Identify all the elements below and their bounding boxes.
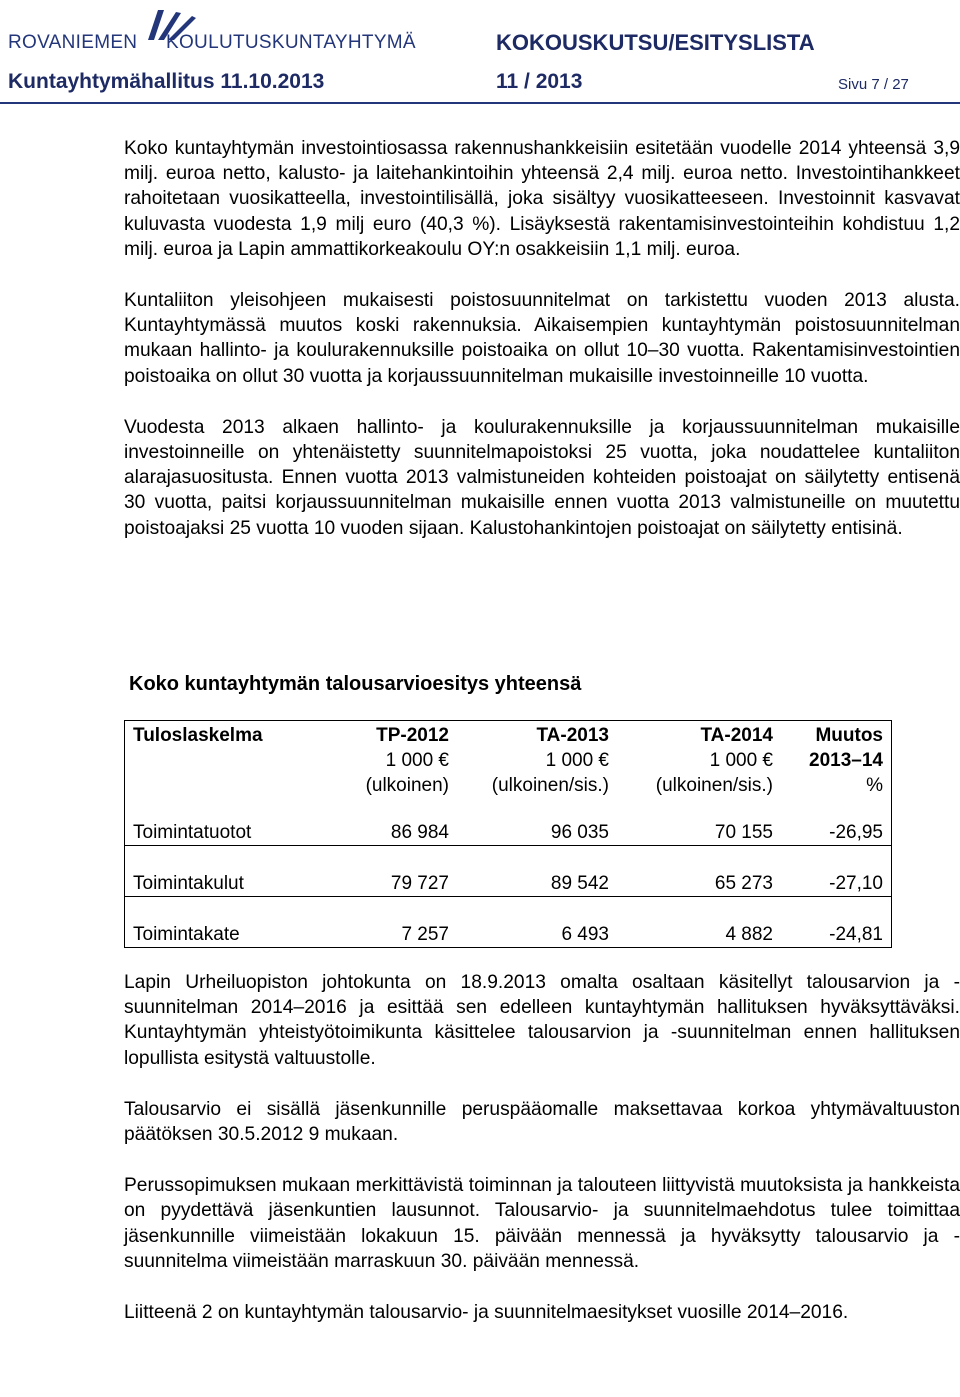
cell-ta2014: 70 155: [617, 818, 781, 846]
table-row-gap: [125, 846, 892, 870]
table-row-gap: [125, 897, 892, 921]
header-title: TA-2013: [536, 725, 609, 746]
header-cell-label: Tuloslaskelma: [133, 725, 263, 746]
paragraph: Vuodesta 2013 alkaen hallinto- ja koulurakennuksille ja korjaussuunnitelman mukaisille investoinneille on yhtenäistetty suunnitelmapoistoksi 25 vuotta, joka noudattelee kuntaliiton alarajasuositusta. Ennen vuotta 2013 valmistuneiden kohteiden poistoajat on säilytetty entisenä 30 vuotta, paitsi korjaussuunnitelman mukaisille ennen vuotta 2013 valmistuneille on muutettu poistoajaksi 25 vuotta 10 vuoden sijaan. Kalustohankintojen poistoajat on säilytetty entisinä.: [124, 416, 960, 539]
header-cell-ta2013: [457, 721, 617, 819]
header-scope: (ulkoinen/sis.): [491, 775, 609, 796]
header-scope: (ulkoinen): [365, 775, 449, 796]
paragraph: Lapin Urheiluopiston johtokunta on 18.9.2013 omalta osaltaan käsitellyt talousarvion ja -suunnitelman 2014–2016 ja esittää sen edelleen kuntayhtymän hallituksen hyväksyttäväksi. Kuntayhtymän yhteistyötoimikunta käsittelee talousarvion ja -suunnitelman ennen hallituksen lopullista esitystä valtuustolle.: [124, 972, 960, 1069]
organization-logo: [8, 6, 416, 62]
header-unit: %: [866, 775, 883, 796]
row-label: Toimintakulut: [125, 869, 338, 897]
body-text: [124, 136, 960, 541]
row-label: Toimintakate: [125, 920, 338, 948]
cell-ta2013: 89 542: [457, 869, 617, 897]
cell-change: -26,95: [781, 818, 892, 846]
header-cell-change: [781, 721, 892, 819]
paragraph: Liitteenä 2 on kuntayhtymän talousarvio- ja suunnitelmaesitykset vuosille 2014–2016.: [124, 1302, 849, 1324]
cell-ta2014: 4 882: [617, 920, 781, 948]
header-cell-tp2012: [337, 721, 457, 819]
header-divider: [0, 102, 960, 104]
cell-change: -27,10: [781, 869, 892, 897]
header-unit: 1 000 €: [709, 750, 773, 771]
header-title: TP-2012: [376, 725, 449, 746]
budget-table: [124, 720, 892, 948]
table-header-row: [125, 721, 892, 819]
header-title: TA-2014: [700, 725, 773, 746]
paragraph: Koko kuntayhtymän investointiosassa rakennushankkeisiin esitetään vuodelle 2014 yhteensä 3,9 milj. euroa netto, kalusto- ja laitehankintoihin yhteensä 2,4 milj. euroa netto. Investointihankkeet rahoitetaan vuosikatteella, investointilisällä, joka sisältyy vuosikatteeseen. Investoinnit kasvavat kuluvasta vuodesta 1,9 milj euro (40,3 %). Lisäyksestä rakentamisinvestointeihin kohdistuu 1,2 milj. euroa ja Lapin ammattikorkeakoulu OY:n osakkeisiin 1,1 milj. euroa.: [124, 138, 960, 260]
logo-text-right: KOULUTUSKUNTAYHTYMÄ: [166, 32, 416, 53]
logo-text-left: ROVANIEMEN: [8, 32, 138, 53]
cell-ta2013: 96 035: [457, 818, 617, 846]
cell-change: -24,81: [781, 920, 892, 948]
paragraph: Talousarvio ei sisällä jäsenkunnille peruspääomalle maksettavaa korkoa yhtymävaltuuston päätöksen 30.5.2012 9 mukaan.: [124, 1098, 960, 1146]
cell-ta2014: 65 273: [617, 869, 781, 897]
header-title: Muutos: [815, 725, 883, 746]
paragraph: Perussopimuksen mukaan merkittävistä toiminnan ja talouteen liittyvistä muutoksista ja hankkeista on pyydettävä jäsenkuntien lausunnot. Talousarvio- ja suunnitelmaehdotus tulee toimittaa jäsenkunnille viimeistään lokakuun 15. päivään mennessä ja hyväksytty talousarvio ja -suunnitelma viimeistään marraskuun 30. päivään mennessä.: [124, 1175, 960, 1272]
closing-text: [124, 970, 960, 1351]
cell-ta2013: 6 493: [457, 920, 617, 948]
table-row: [125, 920, 892, 948]
header-unit: 1 000 €: [385, 750, 449, 771]
cell-tp2012: 79 727: [337, 869, 457, 897]
row-label: Toimintatuotot: [125, 818, 338, 846]
table-row: [125, 869, 892, 897]
header-unit: 1 000 €: [545, 750, 609, 771]
issue-number: 11 / 2013: [496, 70, 583, 93]
paragraph: Kuntaliiton yleisohjeen mukaisesti poistosuunnitelmat on tarkistettu vuoden 2013 alusta. Kuntayhtymässä muutos koski rakennuksia. Aikaisempien kuntayhtymän poistosuunnitelman mukaan hallinto- ja koulurakennuksille poistoaika on ollut 10–30 vuotta. Rakentamisinvestointien poistoaika on ollut 30 vuotta ja korjaussuunnitelman mukaisille investoinneille 10 vuotta.: [124, 290, 960, 387]
cell-tp2012: 86 984: [337, 818, 457, 846]
page-number: Sivu 7 / 27: [838, 76, 909, 93]
header-scope: (ulkoinen/sis.): [655, 775, 773, 796]
meeting-title: Kuntayhtymähallitus 11.10.2013: [8, 70, 325, 93]
header-cell-ta2014: [617, 721, 781, 819]
section-heading: Koko kuntayhtymän talousarvioesitys yhteensä: [129, 673, 582, 695]
document-type: KOKOUSKUTSU/ESITYSLISTA: [496, 30, 815, 55]
table-row: [125, 818, 892, 846]
header-period: 2013–14: [809, 750, 883, 771]
cell-tp2012: 7 257: [337, 920, 457, 948]
